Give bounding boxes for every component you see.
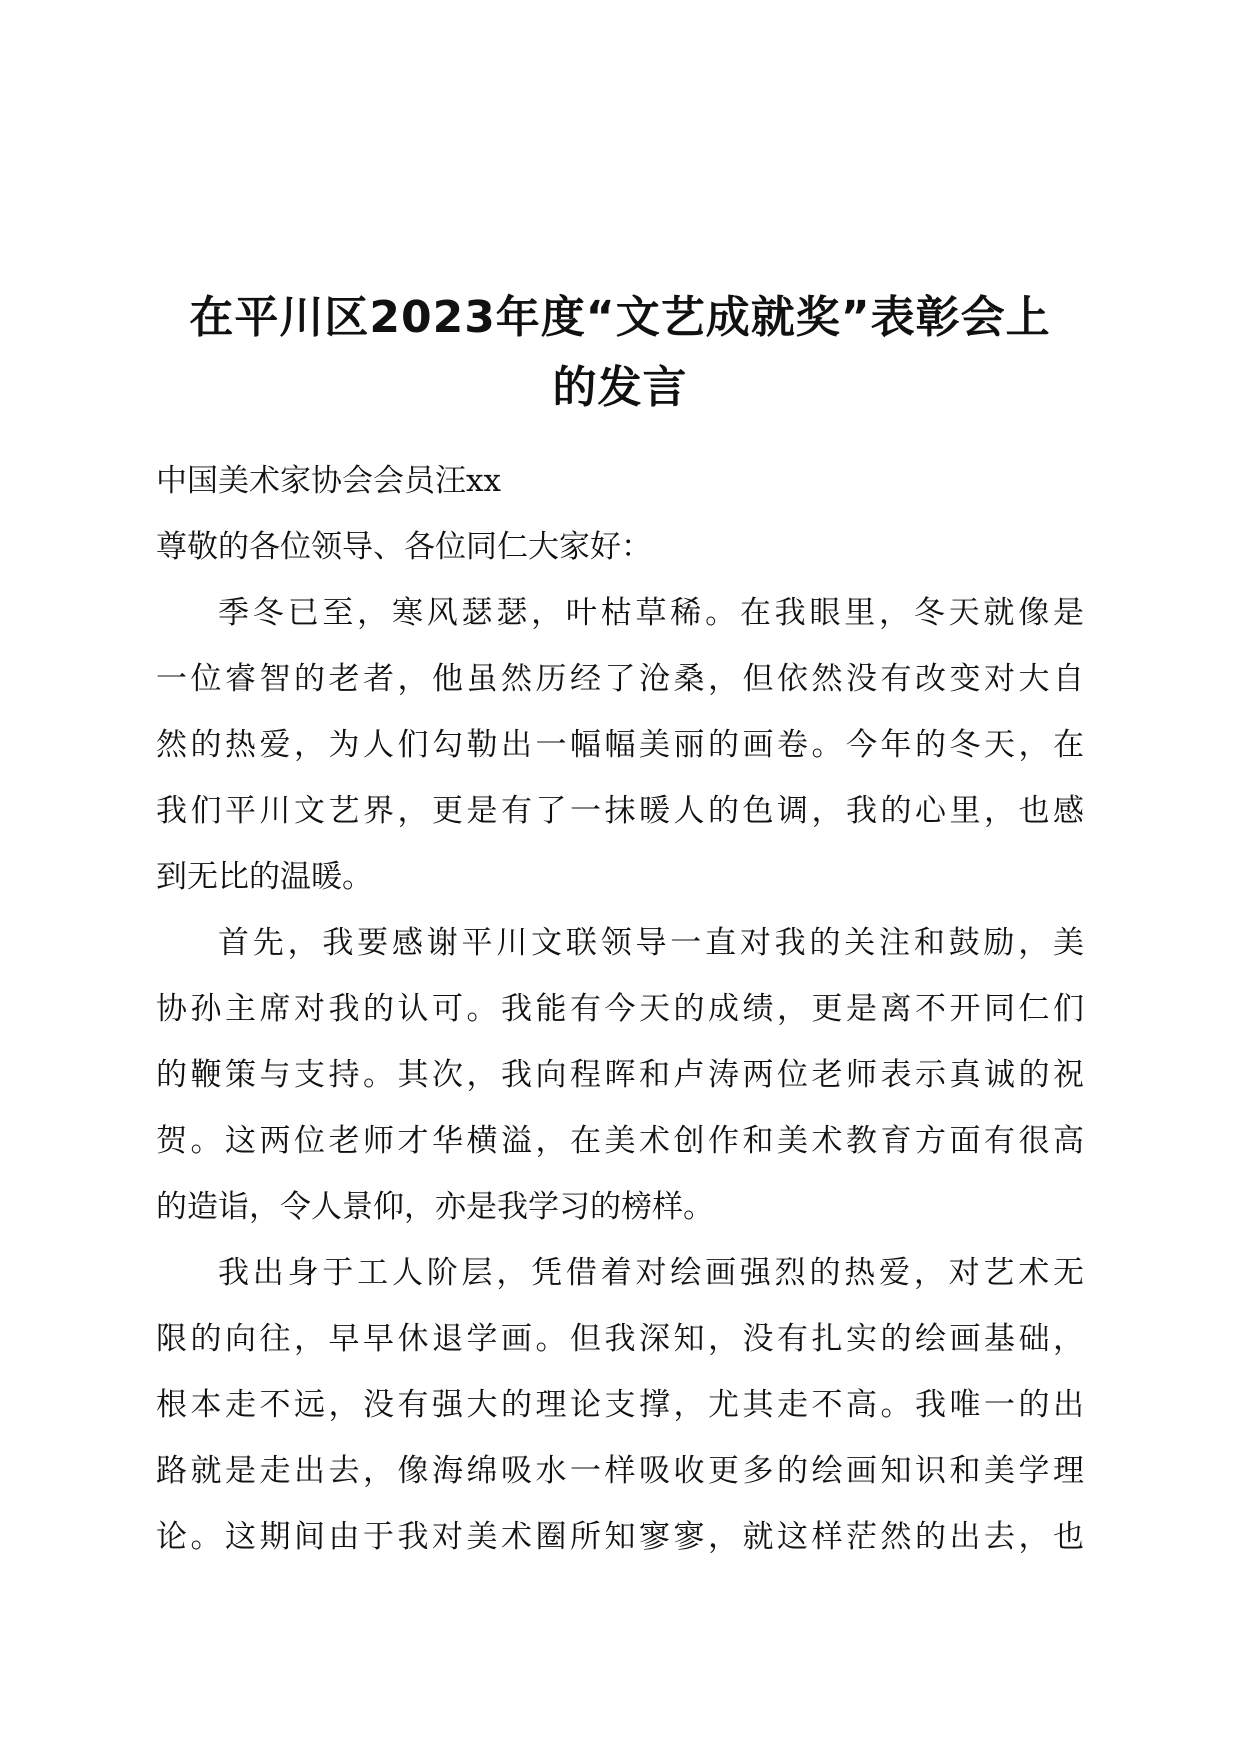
paragraph-1 <box>156 580 1084 910</box>
title-line-1: 在平川区2023年度“文艺成就奖”表彰会上 <box>189 292 1051 343</box>
author-line: 中国美术家协会会员汪xx <box>156 463 501 499</box>
paragraph-line: 到无比的温暖。 <box>156 859 373 895</box>
paragraph-line: 的造诣，令人景仰，亦是我学习的榜样。 <box>156 1189 714 1225</box>
paragraph-line: 我出身于工人阶层，凭借着对绘画强烈的热爱，对艺术无 <box>218 1255 1084 1291</box>
paragraph-line: 我们平川文艺界，更是有了一抹暖人的色调，我的心里，也感 <box>156 793 1084 829</box>
document-body <box>156 448 1084 1570</box>
paragraph-line: 的鞭策与支持。其次，我向程晖和卢涛两位老师表示真诚的祝 <box>156 1057 1084 1093</box>
document-title <box>150 283 1090 423</box>
title-line-2: 的发言 <box>552 362 688 413</box>
paragraph-line: 季冬已至，寒风瑟瑟，叶枯草稀。在我眼里，冬天就像是 <box>218 595 1084 631</box>
paragraph-3 <box>156 1240 1084 1570</box>
paragraph-line: 路就是走出去，像海绵吸水一样吸收更多的绘画知识和美学理 <box>156 1453 1084 1489</box>
paragraph-line: 然的热爱，为人们勾勒出一幅幅美丽的画卷。今年的冬天，在 <box>156 727 1084 763</box>
paragraph-line: 根本走不远，没有强大的理论支撑，尤其走不高。我唯一的出 <box>156 1387 1084 1423</box>
paragraph-line: 协孙主席对我的认可。我能有今天的成绩，更是离不开同仁们 <box>156 991 1084 1027</box>
paragraph-line: 论。这期间由于我对美术圈所知寥寥，就这样茫然的出去，也 <box>156 1519 1084 1555</box>
paragraph-line: 限的向往，早早休退学画。但我深知，没有扎实的绘画基础， <box>156 1321 1084 1357</box>
paragraph-line: 首先，我要感谢平川文联领导一直对我的关注和鼓励，美 <box>218 925 1084 961</box>
paragraph-2 <box>156 910 1084 1240</box>
paragraph-line: 贺。这两位老师才华横溢，在美术创作和美术教育方面有很高 <box>156 1123 1084 1159</box>
salutation-line: 尊敬的各位领导、各位同仁大家好： <box>156 529 652 565</box>
paragraph-line: 一位睿智的老者，他虽然历经了沧桑，但依然没有改变对大自 <box>156 661 1084 697</box>
